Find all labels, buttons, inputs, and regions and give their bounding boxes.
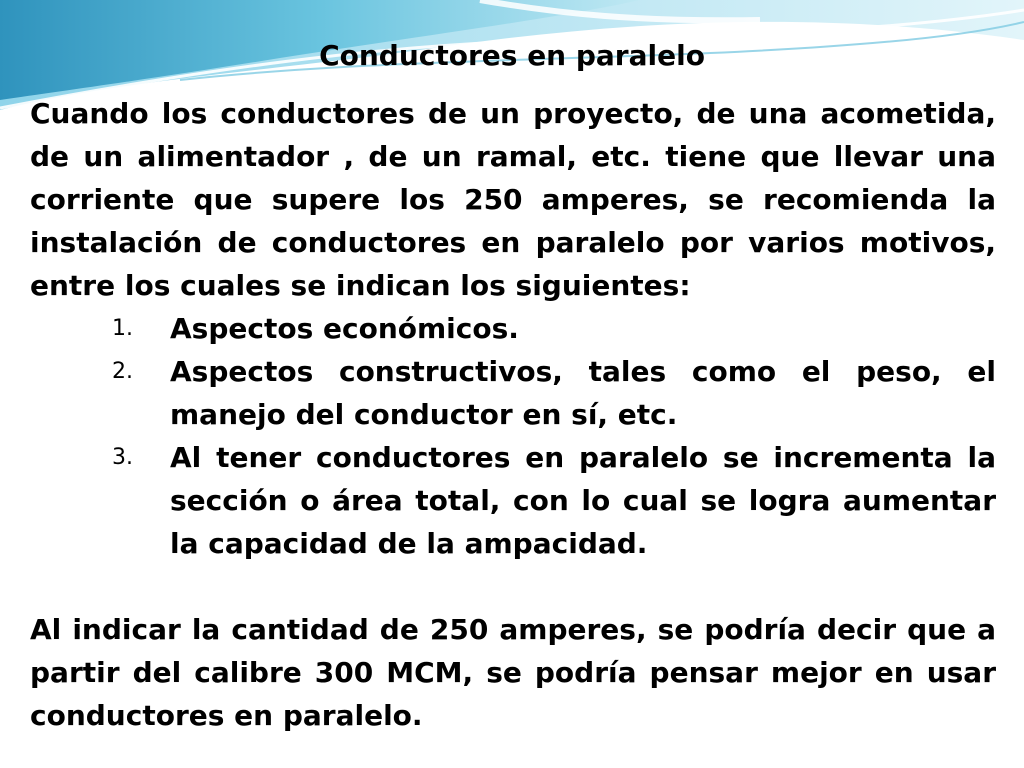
intro-paragraph: Cuando los conductores de un proyecto, de una acometida, de un alimentador , de un ramal, etc. tiene que llevar una corriente que supere los 250 amperes, se recomienda la instalación de conductores en paralelo por varios motivos, entre los cuales se indican los siguientes:	[30, 97, 996, 302]
list-number: 2.	[112, 359, 133, 384]
paragraph-spacer	[30, 565, 996, 608]
list-item-text: Aspectos económicos.	[170, 312, 519, 345]
list-item	[112, 350, 996, 436]
slide-body	[30, 92, 996, 737]
slide-title: Conductores en paralelo	[319, 39, 705, 72]
list-item-text: Aspectos constructivos, tales como el peso, el manejo del conductor en sí, etc.	[170, 355, 996, 431]
list-item	[112, 436, 996, 565]
list-item-text: Al tener conductores en paralelo se incrementa la sección o área total, con lo cual se logra aumentar la capacidad de la ampacidad.	[170, 441, 996, 560]
conclusion-paragraph: Al indicar la cantidad de 250 amperes, se podría decir que a partir del calibre 300 MCM, se podría pensar mejor en usar conductores en paralelo.	[30, 613, 996, 732]
list-item	[112, 307, 996, 350]
list-number: 3.	[112, 445, 133, 470]
list-number: 1.	[112, 316, 133, 341]
reasons-list	[30, 307, 996, 565]
